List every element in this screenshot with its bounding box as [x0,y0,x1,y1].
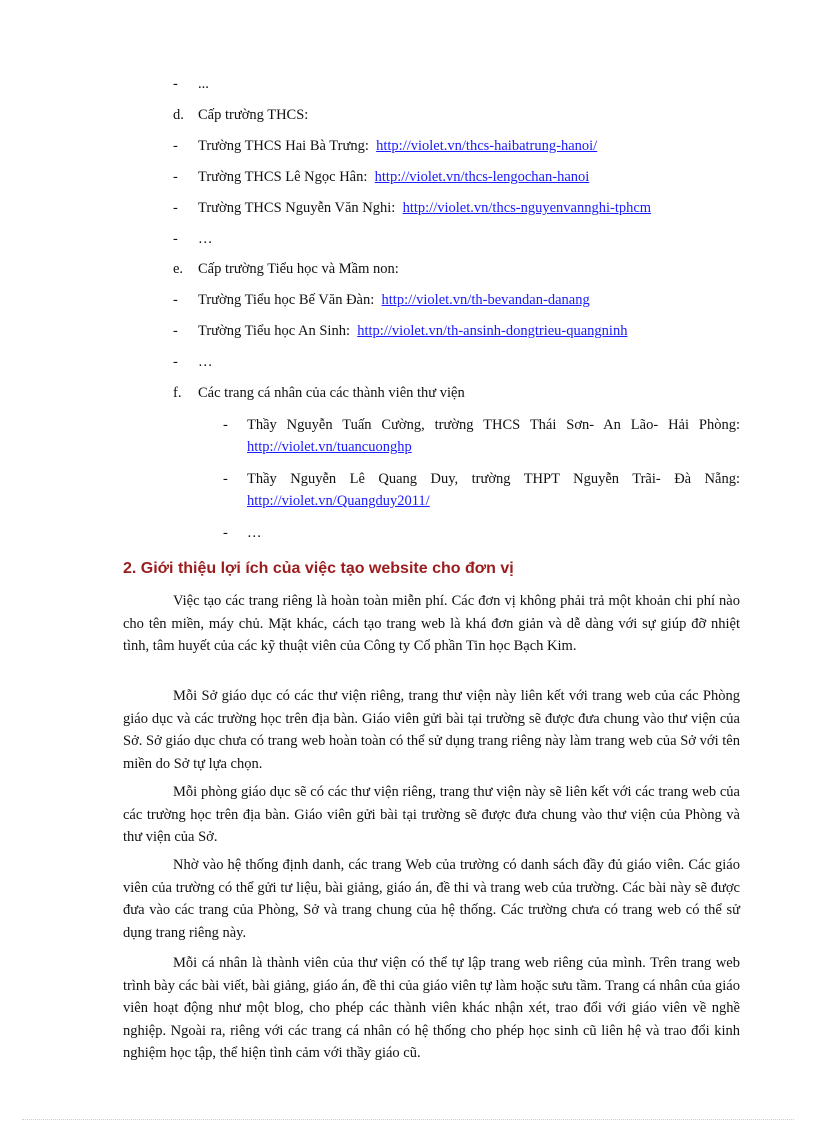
school-name: Trường Tiểu học Bế Văn Đàn: [198,292,375,308]
list-item-text [198,167,589,187]
dash-marker: - [173,323,178,339]
paragraph-5: Mỗi cá nhân là thành viên của thư viện có thể tự lập trang web riêng của mình. Trên trang web trình bày các bài viết, bài giảng, giáo án, đề thi của giáo viên tự làm hoặc sưu tầm. Trang cá nhân của giáo viên hoạt động như một blog, cho phép các thành viên khác nhận xét, trao đổi với giáo viên về nghề nghiệp. Ngoài ra, riêng với các trang cá nhân có hệ thống cho phép học sinh cũ liên hệ và trao đổi kinh nghiệm học tập, thể hiện tình cảm với thầy giáo cũ. [123,955,740,1061]
section-heading: 2. Giới thiệu lợi ích của việc tạo website cho đơn vị [123,560,514,577]
school-link[interactable]: http://violet.vn/thcs-nguyenvannghi-tphcm [402,200,652,216]
sub-list-item [247,522,740,544]
school-name: Trường THCS Nguyễn Văn Nghi: [198,200,396,216]
list-item-text: Cấp trường Tiểu học và Mầm non: [198,261,399,277]
page-bottom-divider [22,1119,794,1120]
dash-marker: - [223,417,228,433]
school-link[interactable]: http://violet.vn/thcs-haibatrung-hanoi/ [376,138,598,154]
dash-marker: - [173,76,178,92]
dash-marker: - [173,354,178,370]
school-name: Trường THCS Hai Bà Trưng: [198,138,369,154]
list-item-text: ... [198,76,209,92]
school-name: Trường THCS Lê Ngọc Hân: [198,169,368,185]
list-item-text: … [198,354,213,370]
school-link[interactable]: http://violet.vn/thcs-lengochan-hanoi [374,169,590,185]
sub-list-item [247,468,740,512]
sub-list-item [247,414,740,458]
dash-marker: - [173,200,178,216]
dash-marker: - [173,169,178,185]
list-item-text [198,198,651,218]
list-item-text [198,321,627,341]
dash-marker: - [173,231,178,247]
paragraph-4: Nhờ vào hệ thống định danh, các trang Web của trường có danh sách đầy đủ giáo viên. Các giáo viên của trường có thể gửi tư liệu, bài giảng, giáo án, đề thi và trang web của trường. Các bài này sẽ được đưa vào các trang của Phòng, Sở và trang chung của hệ thống. Các trường chưa có trang web có thể sử dụng trang riêng này. [123,857,740,941]
list-item-text: … [198,231,213,247]
list-item-text [198,136,597,156]
dash-marker: - [223,471,228,487]
member-link[interactable]: http://violet.vn/tuancuonghp [247,439,412,455]
letter-marker: d. [173,107,184,123]
paragraph-3: Mỗi phòng giáo dục sẽ có các thư viện riêng, trang thư viện này sẽ liên kết với các trang web của các trường học trên địa bàn. Giáo viên gửi bài tại trường sẽ được đưa chung vào thư viện của Phòng và thư viện của Sở. [123,784,740,845]
dash-marker: - [223,525,228,541]
paragraph-1: Việc tạo các trang riêng là hoàn toàn miễn phí. Các đơn vị không phải trả một khoản chi phí nào cho tên miền, máy chủ. Mặt khác, cách tạo trang web là khá đơn giản và dễ dàng với sự giúp đỡ nhiệt tình, tâm huyết của các kỹ thuật viên của Công ty Cổ phần Tin học Bạch Kim. [123,593,740,654]
list-item-text: … [247,525,262,541]
school-link[interactable]: http://violet.vn/th-ansinh-dongtrieu-quangninh [357,323,628,339]
list-item-text [198,290,590,310]
list-item-text: Các trang cá nhân của các thành viên thư viện [198,385,465,401]
school-link[interactable]: http://violet.vn/th-bevandan-danang [381,292,590,308]
letter-marker: e. [173,261,184,277]
paragraph-2: Mỗi Sở giáo dục có các thư viện riêng, trang thư viện này liên kết với trang web của các Phòng giáo dục và các trường học trên địa bàn. Giáo viên gửi bài tại trường sẽ được đưa chung vào thư viện của Sở. Sở giáo dục chưa có trang web hoàn toàn có thể sử dụng trang riêng này làm trang web của Sở với tên miền do Sở tự lựa chọn. [123,688,740,772]
member-link[interactable]: http://violet.vn/Quangduy2011/ [247,493,430,509]
member-description: Thầy Nguyễn Tuấn Cường, trường THCS Thái Sơn- An Lão- Hải Phòng: [247,417,740,433]
dash-marker: - [173,138,178,154]
letter-marker: f. [173,385,182,401]
list-item-text: Cấp trường THCS: [198,107,309,123]
school-name: Trường Tiểu học An Sinh: [198,323,350,339]
dash-marker: - [173,292,178,308]
member-description: Thầy Nguyễn Lê Quang Duy, trường THPT Nguyễn Trãi- Đà Nẵng: [247,471,740,487]
